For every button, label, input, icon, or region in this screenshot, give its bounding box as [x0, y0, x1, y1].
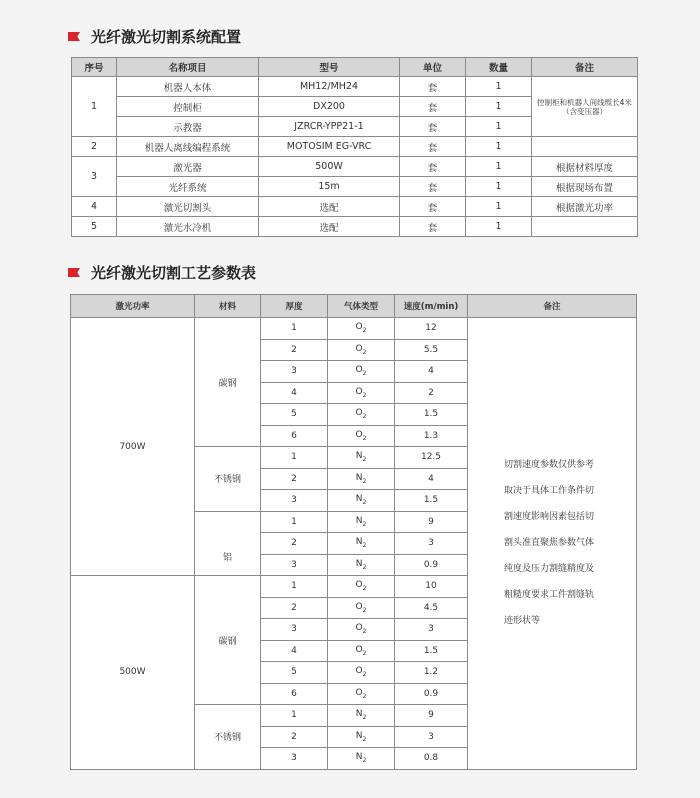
gas-symbol: O [355, 322, 363, 333]
cell-name: 控制柜 [117, 97, 259, 117]
header-unit: 单位 [400, 58, 466, 77]
remark-line: 割速度影响因素包括切 [504, 512, 595, 523]
cell-model: 15m [259, 177, 400, 197]
gas-subscript: 2 [362, 735, 367, 743]
cell-thickness: 3 [261, 490, 328, 512]
cell-name: 激光切割头 [117, 197, 259, 217]
gas-symbol: O [355, 386, 363, 397]
process-table-body [71, 318, 637, 770]
cell-speed: 1.5 [395, 490, 468, 512]
cell-material-carbon-steel: 碳钢 [195, 576, 261, 705]
gas-symbol: O [355, 623, 363, 634]
cell-thickness: 2 [261, 468, 328, 490]
cell-thickness: 2 [261, 597, 328, 619]
cell-speed: 12.5 [395, 447, 468, 469]
cell-thickness: 4 [261, 382, 328, 404]
cell-speed: 9 [395, 511, 468, 533]
gas-symbol: N [355, 537, 363, 548]
cell-unit: 套 [400, 77, 466, 97]
cell-speed: 9 [395, 705, 468, 727]
cell-thickness: 2 [261, 339, 328, 361]
cell-thickness: 3 [261, 748, 328, 770]
gas-symbol: O [355, 365, 363, 376]
section-title-process [68, 262, 256, 283]
gas-subscript: 2 [362, 477, 367, 485]
cell-note: 根据材料厚度 [532, 157, 638, 177]
cell-speed: 0.9 [395, 554, 468, 576]
cell-name: 激光器 [117, 157, 259, 177]
section-title-config [68, 26, 241, 47]
cell-gas [328, 318, 395, 340]
table-row [72, 157, 638, 177]
cell-qty: 1 [466, 137, 532, 157]
gas-symbol: N [355, 451, 363, 462]
cell-name: 机器人本体 [117, 77, 259, 97]
gas-subscript: 2 [362, 714, 367, 722]
cell-name: 示教器 [117, 117, 259, 137]
gas-subscript: 2 [362, 628, 367, 636]
gas-subscript: 2 [362, 434, 367, 442]
cell-qty: 1 [466, 197, 532, 217]
header-material: 材料 [195, 295, 261, 318]
cell-thickness: 5 [261, 662, 328, 684]
cell-speed: 1.2 [395, 662, 468, 684]
cell-model: MH12/MH24 [259, 77, 400, 97]
cell-gas [328, 705, 395, 727]
cell-gas [328, 511, 395, 533]
gas-subscript: 2 [362, 757, 367, 765]
header-no: 序号 [72, 58, 117, 77]
cell-model: MOTOSIM EG-VRC [259, 137, 400, 157]
cell-material-stainless-steel: 不锈钢 [195, 705, 261, 770]
cell-gas [328, 619, 395, 641]
cell-gas [328, 726, 395, 748]
cell-note [532, 137, 638, 157]
header-qty: 数量 [466, 58, 532, 77]
cell-note [532, 217, 638, 237]
config-table-header [72, 58, 638, 77]
cell-gas [328, 404, 395, 426]
gas-subscript: 2 [362, 413, 367, 421]
cell-gas [328, 662, 395, 684]
red-flag-icon [68, 268, 80, 277]
cell-qty: 1 [466, 77, 532, 97]
gas-symbol: O [355, 644, 363, 655]
gas-symbol: N [355, 494, 363, 505]
cell-thickness: 6 [261, 425, 328, 447]
gas-subscript: 2 [362, 499, 367, 507]
remark-line: 取决于具体工作条件切 [504, 486, 595, 497]
cell-qty: 1 [466, 157, 532, 177]
cell-no: 5 [72, 217, 117, 237]
cell-qty: 1 [466, 217, 532, 237]
gas-subscript: 2 [362, 649, 367, 657]
process-table-header [71, 295, 637, 318]
cell-thickness: 3 [261, 361, 328, 383]
cell-thickness: 1 [261, 318, 328, 340]
config-table [71, 57, 638, 237]
gas-symbol: N [355, 752, 363, 763]
cell-note: 根据激光功率 [532, 197, 638, 217]
cell-gas [328, 597, 395, 619]
remark-line: 切割速度参数仅供参考 [504, 460, 595, 471]
cell-name: 光纤系统 [117, 177, 259, 197]
cell-power-500w: 500W [71, 576, 195, 770]
cell-speed: 3 [395, 533, 468, 555]
header-remark: 备注 [468, 295, 637, 318]
cell-gas [328, 748, 395, 770]
gas-subscript: 2 [362, 671, 367, 679]
table-row [72, 217, 638, 237]
process-table [70, 294, 637, 770]
cell-qty: 1 [466, 117, 532, 137]
cell-name: 机器人离线编程系统 [117, 137, 259, 157]
cell-thickness: 5 [261, 404, 328, 426]
table-row [72, 137, 638, 157]
cell-speed: 3 [395, 726, 468, 748]
cell-material-carbon-steel: 碳钢 [195, 318, 261, 447]
cell-speed: 12 [395, 318, 468, 340]
cell-model: JZRCR-YPP21-1 [259, 117, 400, 137]
gas-subscript: 2 [362, 692, 367, 700]
cell-gas [328, 576, 395, 598]
cell-gas [328, 640, 395, 662]
gas-subscript: 2 [362, 520, 367, 528]
cell-speed: 0.9 [395, 683, 468, 705]
cell-gas [328, 382, 395, 404]
cell-speed: 1.5 [395, 404, 468, 426]
gas-symbol: O [355, 580, 363, 591]
cell-no: 4 [72, 197, 117, 217]
cell-qty: 1 [466, 97, 532, 117]
gas-symbol: N [355, 472, 363, 483]
gas-symbol: N [355, 515, 363, 526]
header-thickness: 厚度 [261, 295, 328, 318]
cell-material-stainless-steel: 不锈钢 [195, 447, 261, 512]
cell-unit: 套 [400, 177, 466, 197]
gas-symbol: O [355, 343, 363, 354]
remark-line: 迹形状等 [504, 616, 541, 627]
gas-symbol: N [355, 730, 363, 741]
cell-speed: 10 [395, 576, 468, 598]
cell-thickness: 4 [261, 640, 328, 662]
table-row [71, 318, 637, 340]
gas-symbol: O [355, 687, 363, 698]
cell-model: 选配 [259, 197, 400, 217]
cell-model: 500W [259, 157, 400, 177]
cell-speed: 0.8 [395, 748, 468, 770]
cell-note: 根据现场布置 [532, 177, 638, 197]
gas-symbol: O [355, 429, 363, 440]
cell-power-700w: 700W [71, 318, 195, 576]
header-note: 备注 [532, 58, 638, 77]
cell-qty: 1 [466, 177, 532, 197]
cell-gas [328, 683, 395, 705]
cell-gas [328, 339, 395, 361]
gas-symbol: O [355, 408, 363, 419]
table-row [72, 77, 638, 97]
gas-symbol: N [355, 709, 363, 720]
cell-thickness: 1 [261, 447, 328, 469]
gas-subscript: 2 [362, 348, 367, 356]
cell-gas [328, 533, 395, 555]
red-flag-icon [68, 32, 80, 41]
cell-unit: 套 [400, 197, 466, 217]
gas-subscript: 2 [362, 456, 367, 464]
remark-line: 粗糙度要求工件割缝轨 [504, 590, 595, 601]
gas-subscript: 2 [362, 563, 367, 571]
cell-unit: 套 [400, 157, 466, 177]
cell-speed: 4.5 [395, 597, 468, 619]
gas-subscript: 2 [362, 606, 367, 614]
remark-line: 割头准直聚焦参数气体 [504, 538, 595, 549]
gas-subscript: 2 [362, 391, 367, 399]
cell-thickness: 3 [261, 554, 328, 576]
gas-subscript: 2 [362, 370, 367, 378]
cell-no: 3 [72, 157, 117, 197]
cell-no: 1 [72, 77, 117, 137]
cell-gas [328, 554, 395, 576]
header-gas: 气体类型 [328, 295, 395, 318]
cell-speed: 4 [395, 361, 468, 383]
cell-model: DX200 [259, 97, 400, 117]
table-row [72, 177, 638, 197]
header-model: 型号 [259, 58, 400, 77]
gas-symbol: O [355, 666, 363, 677]
remark-line: 纯度及压力割缝精度及 [504, 564, 595, 575]
cell-model: 选配 [259, 217, 400, 237]
cell-gas [328, 361, 395, 383]
cell-material-aluminum: 铝 [195, 511, 261, 576]
gas-symbol: O [355, 601, 363, 612]
cell-note: 控制柜和机器人间线缆长4米（含变压器） [532, 77, 638, 137]
cell-name: 激光水冷机 [117, 217, 259, 237]
cell-thickness: 2 [261, 726, 328, 748]
header-power: 激光功率 [71, 295, 195, 318]
gas-subscript: 2 [362, 327, 367, 335]
cell-unit: 套 [400, 97, 466, 117]
gas-symbol: N [355, 558, 363, 569]
section-title-process-text: 光纤激光切割工艺参数表 [91, 264, 257, 282]
gas-subscript: 2 [362, 585, 367, 593]
cell-speed: 5.5 [395, 339, 468, 361]
cell-gas [328, 425, 395, 447]
cell-remark [468, 318, 637, 770]
gas-subscript: 2 [362, 542, 367, 550]
cell-thickness: 3 [261, 619, 328, 641]
cell-speed: 2 [395, 382, 468, 404]
cell-gas [328, 447, 395, 469]
cell-thickness: 1 [261, 705, 328, 727]
cell-thickness: 1 [261, 576, 328, 598]
cell-no: 2 [72, 137, 117, 157]
cell-thickness: 1 [261, 511, 328, 533]
cell-thickness: 2 [261, 533, 328, 555]
cell-gas [328, 468, 395, 490]
cell-speed: 3 [395, 619, 468, 641]
cell-gas [328, 490, 395, 512]
cell-speed: 1.5 [395, 640, 468, 662]
cell-unit: 套 [400, 117, 466, 137]
table-row [72, 197, 638, 217]
cell-thickness: 6 [261, 683, 328, 705]
cell-unit: 套 [400, 217, 466, 237]
header-name: 名称项目 [117, 58, 259, 77]
cell-speed: 1.3 [395, 425, 468, 447]
cell-speed: 4 [395, 468, 468, 490]
cell-unit: 套 [400, 137, 466, 157]
header-speed: 速度(m/min) [395, 295, 468, 318]
section-title-config-text: 光纤激光切割系统配置 [91, 28, 242, 46]
